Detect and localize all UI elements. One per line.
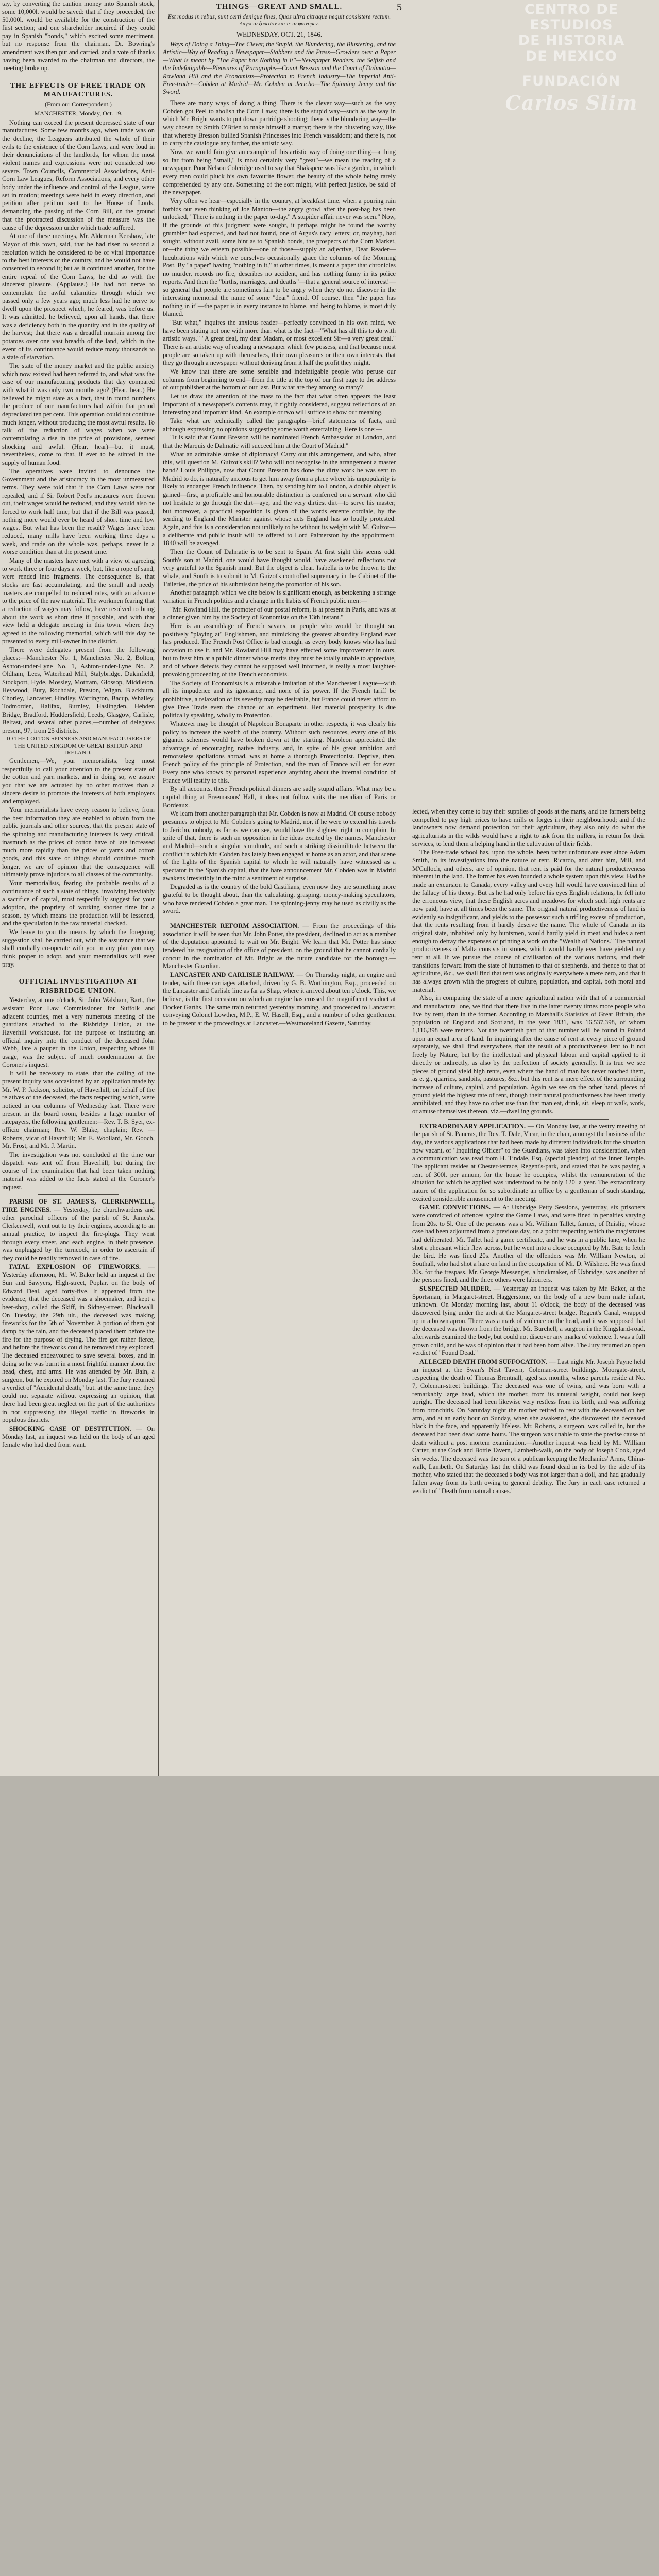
- paragraph: Your memorialists, fearing the probable results of a continuance of such a state of things, involving inevitably a sacrifice of capital, most respectfully suggest for your adoption, the propriety of working shorter time for a season, by which means the production will be lessened, and the speculation in the raw material checked.: [2, 879, 155, 927]
- paragraph: We learn from another paragraph that Mr. Cobden is now at Madrid. Of course nobody presumes to object to Mr. Cobden's going to Madrid, nor, if he were to extend his travels to Jericho, nobody, as far as we can see, would have the slightest right to complain. In spite of that, there is such an opposition in the ideas excited by the names, Manchester and Madrid—such a singular simultude, and such a striking dissimilitude between the conflict in which Mr. Cobden has lately been engaged at home as an actor, and that scene of the lights of the Spanish capital to which he will naturally have witnessed as a spectator in the Spanish capital, that the bare announcement Mr. Cobden was in Madrid awakens irresistibly in the mind a sentiment of surprise.: [163, 810, 396, 882]
- watermark-line: ESTUDIOS: [530, 17, 613, 33]
- article-body: Yesterday an inquest was taken by Mr. Baker, at the Sportsman, in Margaret-street, Haggerstone, on the body of a new born male infant, unknown. On Monday morning last, about 11 o'clock, the body of the deceased was discovered lying under the arch at the Margaret-street bridge, Regent's Canal, wrapped up in a brown apron. There was a mark of violence on the head, and it was supposed that the deceased was thrown from the bridge. Mr. Burchell, a surgeon in the Kingsland-road, afterwards examined the body, but could not discover any marks of violence. It was a full grown child, and he was of opinion that it had been born alive. The Jury returned an open verdict of "Found Dead.": [412, 1284, 645, 1357]
- right-column: [412, 808, 645, 2576]
- paragraph: At one of these meetings, Mr. Alderman Kershaw, late Mayor of this town, said, that he had risen to second a resolution which he considered to be of vital importance to the best interests of the country, and he would not have consented to second it; but as it continued another, for the entire repeal of the Corn Laws, he did so with the sincerest pleasure. (Applause.) He had not nerve to contemplate the awful calamities through which we passed only a few years ago; much less had he nerve to dwell upon the prospect which, he feared, was before us. It was admitted, he believed, upon all hands, that there was a deficiency both in the quantity and in the quality of the harvest; that there was a dreadful murrain among the potatoes over one vast breadth of the land, which in the event of its continuance would reduce many thousands to a state of starvation.: [2, 232, 155, 361]
- archive-watermark: [491, 2, 652, 114]
- watermark-line: FUNDACIÓN: [522, 73, 621, 89]
- paragraph: Very often we hear—especially in the country, at breakfast time, when a pouring rain forbids our even thinking of Joe Manton—the angry growl after the post-bag has been unlocked, "There is nothing in the paper to-day." A stupider affair never was seen." Now, if the grounds of this judgment were sought, it perhaps might be found the worthy grumbler had expected, and had not found, one of Argus's racy letters; or, mayhap, had sought, without avail, some hint as to Spanish bonds, the prospects of the Corn Market, or—the thing we esteem possible—one of those—supply an adjective, Dear Reader—lucubrations with which we ourselves occasionally grace the columns of the Morning Post. By "a paper" having "nothing in it," at other times, is meant a paper that chronicles no murder, records no fire, describes no accident, and has nothing funny in its police reports. And then the "births, marriages, and deaths"—that a general source of interest!—so general that people are sometimes fain to be angry when they do not discover in the interesting memorial the name of some "dear" friend. Of course, then "the paper has nothing in it"—the paper is in every instance to blame, and being to blame, is most duly blamed.: [163, 197, 396, 318]
- paragraph: MANCHESTER REFORM ASSOCIATION. — From the proceedings of this association it will be seen that Mr. John Potter, the president, declined to act as a member of the deputation appointed to wait on Mr. Bright. We learn that Mr. Potter has since tendered his resignation of the office of president, on the ground that he cannot cordially concur in the nomination of Mr. Bright as the future candidate for the borough.—Manchester Guardian.: [163, 922, 396, 970]
- paragraph: There were delegates present from the following places:—Manchester No. 1, Manchester No. 2, Bolton, Ashton-under-Lyne No. 1, Ashton-under-Lyne No. 2, Oldham, Lees, Waterhead Mill, Stalybridge, Dukinfield, Stockport, Hyde, Mossley, Mottram, Glossop, Middleton, Heywood, Bury, Rochdale, Preston, Wigan, Blackburn, Chorley, Lancaster, Hindley, Warrington, Bacup, Whalley, Todmorden, Halifax, Burnley, Haslingden, Hebden Bridge, Bradford, Huddersfield, Leeds, Glasgow, Carlisle, Belfast, and several other places,—number of delegates present, 97, from 25 districts.: [2, 646, 155, 735]
- article-title: FATAL EXPLOSION OF FIREWORKS.: [9, 1263, 141, 1270]
- article-title: PARISH OF ST. JAMES'S, CLERKENWELL, FIRE ENGINES.: [2, 1198, 155, 1213]
- article-title: SUSPECTED MURDER.: [419, 1284, 491, 1292]
- paragraph: The Free-trade school has, upon the whole, been rather unfortunate ever since Adam Smith, in its investigations into the nature of rent. Ricardo, and after him, Mill, and M'Culloch, and others, are of opinion, that rent is paid for the natural productiveness inherent in the land. The former has even founded a whole system upon this view. Had he made an excursion to Canada, every valley and every hill would have convinced him of the fallacy of his theory. But as he had only before his eyes English relations, he fell into the erroneous view, that these English acres and meadows for which such high rents are now paid, have at all times been the same. The original natural productiveness of land is evidently so insignificant, and yields to the possessor such a trifling excess of production, that the rents resulting from it hardly deserve the name. The whole of Canada in its original state, inhabited only by huntsmen, would hardly yield in meat and hides a rent enough to defray the expenses of printing a work on the "Wealth of Nations." The natural productiveness of Malta consists in stones, which would hardly ever have yielded any rent at all. If we pursue the course of civilisation of the various nations, and their transitions forward from the state of huntsmen to that of shepherds, and thence to that of agriculture, &c., we shall find that rent was originally everywhere a mere zero, and that it has always grown with the progress of culture, population, and capital, both moral and material.: [412, 849, 645, 993]
- memorial-heading: TO THE COTTON SPINNERS AND MANUFACTURERS OF THE UNITED KINGDOM OF GREAT BRITAIN AND IRELAND.: [5, 735, 151, 756]
- paragraph: Another paragraph which we cite below is significant enough, as betokening a strange variation in French politics and a change in the habits of French public men:—: [163, 589, 396, 604]
- article-title: SHOCKING CASE OF DESTITUTION.: [9, 1425, 131, 1433]
- paragraph: GAME CONVICTIONS. — At Uxbridge Petty Sessions, yesterday, six prisoners were convicted of offences against the Game Laws, and were fined in penalties varying from 20s. to 5l. One of the persons was a Mr. William Tallet, farmer, of Ruislip, whose case had been adjourned from a previous day, on a point respecting which the magistrates had deliberated. Mr. Tallet had a game certificate, and he was in a public lane, when he shot a pheasant which flew across, but he went into a close occupied by Mr. Bate to fetch the bird. He was fined 20s. Another of the offenders was Mr. William Newton, of Southall, who had shot a hare on land in the occupation of Mr. D. Wilshere. He was fined 30s. for the trespass. Mr. George Messenger, a brickmaker, of Uxbridge, was another of the persons fined, and the three others were labourers.: [412, 1204, 645, 1284]
- paragraph: The investigation was not concluded at the time our dispatch was sent off from Haverhill; but during the course of the examination that had been taken nothing material was added to the facts stated at the Coroner's inquest.: [2, 1150, 155, 1191]
- paragraph: PARISH OF ST. JAMES'S, CLERKENWELL, FIRE ENGINES. — Yesterday, the churchwardens and other parochial officers of the parish of St. James's, Clerkenwell, went out to try their engines, according to an annual practice, to inspect the fire-plugs. They went through every street, and each engine, in their presence, was unplugged by the turncock, in order to ascertain if they could be readily removed in case of fire.: [2, 1198, 155, 1262]
- article-title: THINGS—GREAT AND SMALL.: [216, 3, 343, 11]
- article-body: On Thursday night, an engine and tender, with three carriages attached, driven by G. B. Worthington, Esq., proceeded on the Lancaster and Carlisle line as far as Shap, where it arrived about ten o'clock. This, we believe, is the first occasion on which an engine has crossed the magnificent viaduct at Docker Garths. The same train returned yesterday morning, and proceeded to Lancaster, conveying Colonel Lowther, M.P., E. W. Hasell, Esq., and a number of other gentlemen, to be present at the proceedings at Lancaster.—Westmoreland Gazette, Saturday.: [163, 971, 396, 1027]
- paragraph: Take what are technically called the paragraphs—brief statements of facts, and although expressing no opinions suggesting some worth entertaining. Here is one:—: [163, 417, 396, 433]
- article-dateline: MANCHESTER, Monday, Oct. 19.: [34, 109, 123, 117]
- article-body: Last night Mr. Joseph Payne held an inquest at the Swan's Nest Tavern, Coleman-street buildings, Moorgate-street, respecting the death of Thomas Brentnall, aged six months, whose parents reside at No. 7, Coleman-street buildings. The deceased was one of twins, and was born with a remarkably large head, which the mother, from its unusual weight, could not keep upright. The deceased had been likewise very restless from its birth, and was suffering from bronchitis. On Saturday night the mother retired to rest with the deceased on her arm, and at an early hour on Sunday, when she awakened, she discovered the deceased black in the face, and apparently lifeless. Mr. Roberts, a surgeon, was called in, but the deceased had been dead some hours. The surgeon was unable to state the precise cause of death without a post mortem examination.—Another inquest was held by Mr. William Carter, at the Cock and Bottle Tavern, Lambeth-walk, on the body of Joseph Cook, aged six weeks. The deceased was the son of a publican keeping the Mechanics' Arms, China-walk, Lambeth. On Saturday last the child was found dead in its bed by the side of its mother, who stated that the deceased's body was not larger than a doll, and had gradually fallen away from its birth owing to general debility. The Jury in each case returned a verdict of "Death from natural causes.": [412, 1358, 645, 1495]
- article-summary: Ways of Doing a Thing—The Clever, the Stupid, the Blundering, the Blustering, and the Artistic—Way of Reading a Newspaper—Stabbers and the Press—Growlers over a Paper—What is meant by "The Paper has Nothing in it"—Newspaper Readers, the Selfish and the Indefatigable—Pleasures of Paragraphs—Count Bresson and the Court of Dalmatia—Rowland Hill and the Economists—Protection to French Industry—The Imperial Anti-Free-trader—Cobden at Madrid—Mr. Cobden at Jericho—The Spinning Jenny and the Sword.: [163, 40, 396, 96]
- paragraph: Then the Count of Dalmatie is to be sent to Spain. At first sight this seems odd. South's son at Madrid, one would have thought would, have awakened reflections not very grateful to the Spanish mind. But the object is clear. Isabella is to be thrown to the whale, and South is to submit to M. Guizot's controlled supremacy in the Cabinet of the Tuileries, the price of his submission being the promotion of his son.: [163, 548, 396, 588]
- paragraph: We know that there are some sensible and indefatigable people who peruse our columns from beginning to end—from the title at the top of our first page to the address of our publisher at the bottom of our last. But what are they among so many?: [163, 368, 396, 392]
- article-body: Yesterday afternoon, Mr. W. Baker held an inquest at the Sun and Sawyers, High-street, Poplar, on the body of Edward Deal, aged forty-five. It appeared from the evidence, that the deceased was a shoemaker, and kept a beer-shop, called the Skiff, in Sidney-street, Blackwall. On Tuesday, the 29th ult., the deceased was making fireworks for the 5th of November. A portion of them got damp by the rain, and the deceased placed them before the fire for the purpose of drying. The fire got rather fierce, and before the fireworks could be removed they exploded. The deceased endeavoured to save several boxes, and in doing so he was burnt in a most frightful manner about the head, chest, and arms. He was attended by Mr. Bain, a surgeon, but he expired on Monday last. The Jury returned a verdict of "Accidental death," but, at the same time, they could not separate without expressing an opinion, that there had been great neglect on the part of the authorities in not suppressing the illegal traffic in fireworks in populous districts.: [2, 1271, 155, 1424]
- article-title: EXTRAORDINARY APPLICATION.: [419, 1122, 526, 1130]
- paragraph: Yesterday, at one o'clock, Sir John Walsham, Bart., the assistant Poor Law Commissioner for Suffolk and adjacent counties, met a very numerous meeting of the guardians attached to the Risbridge Union, at the Haverhill workhouse, for the purpose of instituting an official inquiry into the conduct of the deceased John Webb, late a pauper in the Union, respecting whose ill usage, was the subject of much condemnation at the Coroner's inquest.: [2, 996, 155, 1069]
- paragraph: The Society of Economists is a miserable imitation of the Manchester League—with all its impudence and its ignorance, and none of its power. If the French tariff be prohibitive, a relaxation of its severity may be desirable, but France could never afford to give Free Trade even the chance of an experiment. Her material prosperity is due politically speaking, wholly to Protection.: [163, 679, 396, 719]
- paragraph: Whatever may be thought of Napoleon Bonaparte in other respects, it was clearly his policy to increase the wealth of the country. Without such resources, every one of his gigantic schemes would have broken down at the starting. Napoleon appreciated the advantage of encouraging native industry, and, in spite of his great ambition and remorseless spoliations abroad, was at home a thorough Protectionist. Deprive, then, French policy of the principle of Protection, and the man of France will err for ever. Every one who knows by personal experience anything about the internal condition of France will testify to this.: [163, 720, 396, 784]
- article-title: OFFICIAL INVESTIGATION AT RISBRIDGE UNION.: [19, 978, 138, 995]
- paragraph: LANCASTER AND CARLISLE RAILWAY. — On Thursday night, an engine and tender, with three carriages attached, driven by G. B. Worthington, Esq., proceeded on the Lancaster and Carlisle line as far as Shap, where it arrived about ten o'clock. This, we believe, is the first occasion on which an engine has crossed the magnificent viaduct at Docker Garths. The same train returned yesterday morning, and proceeded to Lancaster, conveying Colonel Lowther, M.P., E. W. Hasell, Esq., and a number of other gentlemen, to be present at the proceedings at Lancaster.—Westmoreland Gazette, Saturday.: [163, 971, 396, 1027]
- quote: "Mr. Rowland Hill, the promoter of our postal reform, is at present in Paris, and was at a dinner given him by the Society of Economists on the 13th instant.": [163, 605, 396, 621]
- main-column: [163, 0, 396, 1776]
- watermark-line: DE MEXICO: [525, 48, 618, 64]
- watermark-line: CENTRO DE: [524, 2, 619, 18]
- article-body: On Monday last, at the vestry meeting of the parish of St. Pancras, the Rev. T. Dale, Vicar, in the chair, amongst the business of the day, the various applications that had been made by different individuals for the situation now vacant, of "Inquiring Officer" to the Guardians, was taken into consideration, when a communication was read from H. Tindale, Esq. (special pleader) of the Inner Temple. The applicant resides at Chester-terrace, Regent's-park, and stated that he was paying a rent of 300l. per annum, for the house he occupies, whilst the remuneration of the situation for which he applied was understood to be only 120l a year. The extraordinary nature of the application for so subordinate an office by a gentleman of such standing, excited considerable amusement to the meeting.: [412, 1122, 645, 1202]
- paragraph: What an admirable stroke of diplomacy! Carry out this arrangement, and who, after this, will question M. Guizot's skill? Who will not recognise in the arrangement a master hand? Louis Philippe, now that Count Bresson has done the dirty work he was sent to Madrid to do, is naturally anxious to get him away from a place where his unpopularity is likely to endanger French influence. Then, by sending him to London, a double object is gained—first, a profitable and honourable distinction is conferred on a servant who did not hesitate to go through the dirt—aye, and the very dirtiest dirt—to serve his master; but moreover, a practical exposition is given of the words entente cordiale, by the sending to England the Minister against whose acts England has so loudly protested. Again, and this is a consideration not unlikely to be without its weight with M. Guizot—a deliberate and public insult will be offered to Lord Palmerston by the appointment. 1840 will be avenged.: [163, 450, 396, 547]
- article-body: From the proceedings of this association it will be seen that Mr. John Potter, the president, declined to act as a member of the deputation appointed to wait on Mr. Bright. We learn that Mr. Potter has since tendered his resignation of the office of president, on the ground that he cannot cordially concur in the nomination of Mr. Bright as the future candidate for the borough.—Manchester Guardian.: [163, 922, 396, 970]
- article-dateline: WEDNESDAY, OCT. 21, 1846.: [236, 30, 323, 38]
- article-title: GAME CONVICTIONS.: [419, 1204, 491, 1211]
- watermark-line: DE HISTORIA: [518, 32, 625, 49]
- paragraph: It will be necessary to state, that the calling of the present inquiry was occasioned by an application made by Mr. W. P. Jackson, solicitor, of Haverhill, on behalf of the relatives of the deceased, the facts respecting which, were noticed in our columns of Wednesday last. There were present in the board room, besides a large number of ratepayers, the following gentlemen:—Rev. T. B. Syer, ex-officio chairman; Rev. W. Blake, chaplain; Rev. — Roberts, vicar of Haverhill; Mr. E. Woollard, Mr. Gooch, Mr. Frost, and Mr. J. Martin.: [2, 1070, 155, 1150]
- column-rule: [158, 0, 159, 1776]
- paragraph: EXTRAORDINARY APPLICATION. — On Monday last, at the vestry meeting of the parish of St. Pancras, the Rev. T. Dale, Vicar, in the chair, amongst the business of the day, the various applications that had been made by different individuals for the situation now vacant, of "Inquiring Officer" to the Guardians, was taken into consideration, when a communication was read from H. Tindale, Esq. (special pleader) of the Inner Temple. The applicant resides at Chester-terrace, Regent's-park, and stated that he was paying a rent of 300l. per annum, for the house he occupies, whilst the remuneration of the situation for which he applied was understood to be only 120l a year. The extraordinary nature of the application for so subordinate an office by a gentleman of such standing, excited considerable amusement to the meeting.: [412, 1122, 645, 1202]
- article-title: THE EFFECTS OF FREE TRADE ON MANUFACTURES.: [10, 82, 147, 99]
- paragraph: ALLEGED DEATH FROM SUFFOCATION. — Last night Mr. Joseph Payne held an inquest at the Swan's Nest Tavern, Coleman-street buildings, Moorgate-street, respecting the death of Thomas Brentnall, aged six months, whose parents reside at No. 7, Coleman-street buildings. The deceased was one of twins, and was born with a remarkably large head, which the mother, from its unusual weight, could not keep upright. The deceased had been likewise very restless from its birth, and was suffering from bronchitis. On Saturday night the mother retired to rest with the deceased on her arm, and at an early hour on Sunday, when she awakened, she discovered the deceased black in the face, and apparently lifeless. Mr. Roberts, a surgeon, was called in, but the deceased had been dead some hours. The surgeon was unable to state the precise cause of death without a post mortem examination.—Another inquest was held by Mr. William Carter, at the Cock and Bottle Tavern, Lambeth-walk, on the body of Joseph Cook, aged six weeks. The deceased was the son of a publican keeping the Mechanics' Arms, China-walk, Lambeth. On Saturday last the child was found dead in its bed by the side of its mother, who stated that the deceased's body was not larger than a doll, and had gradually fallen away from its birth owing to general debility. The Jury in each case returned a verdict of "Death from natural causes.": [412, 1358, 645, 1495]
- continued-text: tay, by converting the caution money into Spanish stock, some 10,000l. would be saved: that if they proceeded, the 50,000l. would be available for the construction of the first section; and one shareholder inquired if they could pay in Spanish "bonds," which excited some merriment, but no response from the chairman. Dr. Bowring's amendment was then put and carried, and a vote of thanks having been awarded to the chairman and directors, the meeting broke up.: [2, 0, 155, 72]
- paragraph: FATAL EXPLOSION OF FIREWORKS. — Yesterday afternoon, Mr. W. Baker held an inquest at the Sun and Sawyers, High-street, Poplar, on the body of Edward Deal, aged forty-five. It appeared from the evidence, that the deceased was a shoemaker, and kept a beer-shop, called the Skiff, in Sidney-street, Blackwall. On Tuesday, the 29th ult., the deceased was making fireworks for the 5th of November. A portion of them got damp by the rain, and the deceased placed them before the fire for the purpose of drying. The fire got rather fierce, and before the fireworks could be removed they exploded. The deceased endeavoured to save several boxes, and in doing so he was burnt in a most frightful manner about the head, chest, and arms. He was attended by Mr. Bain, a surgeon, but he expired on Monday last. The Jury returned a verdict of "Accidental death," but, at the same time, they could not separate without expressing an opinion, that there had been great neglect on the part of the authorities in not suppressing the illegal traffic in fireworks in populous districts.: [2, 1263, 155, 1424]
- paragraph: Your memorialists have every reason to believe, from the best information they are enabled to obtain from the public journals and other sources, that the present state of the spinning and manufacturing interests is very critical, inasmuch as the prices of cotton have of late increased much more rapidly than the prices of yarns and cotton goods, and this state of things should continue much longer, we are of opinion that the consequence will ultimately prove injurious to all classes of the community.: [2, 806, 155, 878]
- paragraph: Gentlemen,—We, your memorialists, beg most respectfully to call your attention to the present state of the cotton and yarn markets, and in doing so, we assure you that we are actuated by no other motives than a sincere desire to promote the interests of both employers and employed.: [2, 757, 155, 805]
- article-title: ALLEGED DEATH FROM SUFFOCATION.: [419, 1358, 548, 1366]
- paragraph: The operatives were invited to denounce the Government and the aristocracy in the most unmeasured terms. They were told that if the Corn Laws were not repealed, and if Sir Robert Peel's measures were thrown out, their wages would be reduced, and they would also be forced to work half time; but that if the Bill was passed, nothing more would ever be heard of short time and low wages. But what has been the result? Wages have been reduced, many mills have been working three days a week, and trade on the whole was, perhaps, never in a worse condition than at the present time.: [2, 467, 155, 556]
- paragraph: "But what," inquires the anxious reader—perfectly convinced in his own mind, we have been stating not one with more than what is the fact—"What has all this to do with artistic ways." "A great deal, my dear Madam, or most excellent Sir—a very great deal." There is an artistic way of reading a newspaper which few possess, and that because most people are so taken up with themselves, their own pleasures or their own interests, that they go through a newspaper without deriving from it half the profit they might.: [163, 319, 396, 367]
- greek-motto: Λαγω τα ξουεστιν και τε τα φαινομεν.: [239, 21, 319, 27]
- paragraph: Also, in comparing the state of a mere agricultural nation with that of a commercial and manufactural one, we find that there live in the latter twenty times more people who live by rent, than in the former. According to Marshall's Statistics of Great Britain, the population of England and Scotland, in the year 1831, was 16,537,398, of whom 1,116,398 were renters. Not the twentieth part of that number will be found in Poland upon an equal area of land. In inquiring after the cause of rent at every piece of ground separately, we shall find everywhere, that the result of a productiveness lent to it not freely by Nature, but by the intellectual and physical labour and capital applied to it directly or indirectly, as also by the perfection of society generally. It is true we see pieces of ground yield high rents, even where the hand of man has never touched them, as e. g., quarries, sandpits, pastures, &c., but this rent is a mere effect of the surrounding increase of culture, capital, and population. Again we see on the other hand, pieces of ground yield the highest rate of rent, though their natural productiveness has been utterly annihilated, and they have no other use than that man eat, drink, sit, sleep or walk, work, or amuse themselves thereon, viz.—dwelling grounds.: [412, 994, 645, 1115]
- paragraph: Let us draw the attention of the mass to the fact that what often appears the least important of a newspaper's contents may, if rightly considered, suggest reflections of an interesting and important kind. An example or two will suffice to show our meaning.: [163, 393, 396, 416]
- paragraph: SHOCKING CASE OF DESTITUTION. — On Monday last, an inquest was held on the body of an aged female who had died from want.: [2, 1425, 155, 1449]
- left-column: [2, 0, 155, 1776]
- paragraph: Many of the masters have met with a view of agreeing to work three or four days a week, but, like a rope of sand, were rended into fragments. The consequence is, that stocks are fast accumulating, and the small and needy masters are compelled to reduced rates, with an advance to the price of the raw material. The workmen fearing that a reduction of wages may follow, have resolved to bring about the work as short time if possible, and with that view held a delegate meeting in this town, where they agreed to the following memorial, which will this day be presented to every mill-owner in the district.: [2, 557, 155, 645]
- quote: "It is said that Count Bresson will be nominated French Ambassador at London, and that the Marquis de Dalmatie will succeed him at the Court of Madrid.": [163, 434, 396, 450]
- article-byline: (From our Correspondent.): [45, 100, 112, 108]
- paragraph: There are many ways of doing a thing. There is the clever way—such as the way Cobden got Peel to abolish the Corn Laws; there is the stupid way—such as the way in which Mr. Bright wants to put down partridge shooting; there is the blundering way—the way chosen by Smith O'Brien to make himself a martyr; there is the blustering way, like that whereby Bresson bullied Spanish Princesses into French vassaldom; and there is, not to carry the catalogue any further, the artistic way.: [163, 99, 396, 147]
- paragraph: We leave to you the means by which the foregoing suggestion shall be carried out, with the assurance that we shall cordially co-operate with you in any plan you may think proper to adopt, and your memorialists will ever pray.: [2, 928, 155, 968]
- paragraph: Now, we would fain give an example of this artistic way of doing one thing—a thing so far from being "small," is most certainly very "great"—we mean the reading of a newspaper. Poor Nelson Coleridge used to say that Shakspere was like a garden, in which every man could pluck his own favourite flower, the beauty of the whole being rarely comprehended by any one. Something of the sort might, with perfect justice, be said of the newspaper.: [163, 148, 396, 196]
- article-title: LANCASTER AND CARLISLE RAILWAY.: [170, 971, 295, 979]
- paragraph: By all accounts, these French political dinners are sadly stupid affairs. What may be a capital thing at Freemasons' Hall, it does not follow suits the meridian of Paris or Bordeaux.: [163, 785, 396, 809]
- watermark-signature: Carlos Slim: [505, 91, 638, 115]
- page-number: 5: [397, 2, 402, 13]
- article-body: On Monday last, an inquest was held on the body of an aged female who had died from want.: [2, 1425, 155, 1449]
- divider: [448, 1119, 609, 1120]
- paragraph: Degraded as is the country of the bold Castilians, even now they are something more grateful to be thought about, than the calculating, grasping, money-making speculators, who have rendered Cobden a great man. The spinning-jenny may be used as civilly as the sword.: [163, 883, 396, 915]
- article-title: MANCHESTER REFORM ASSOCIATION.: [170, 922, 299, 930]
- paragraph: SUSPECTED MURDER. — Yesterday an inquest was taken by Mr. Baker, at the Sportsman, in Margaret-street, Haggerstone, on the body of a new born male infant, unknown. On Monday morning last, about 11 o'clock, the body of the deceased was discovered lying under the arch at the Margaret-street bridge, Regent's Canal, wrapped up in a brown apron. There was a mark of violence on the head, and it was supposed that the deceased was thrown from the bridge. Mr. Burchell, a surgeon in the Kingsland-road, afterwards examined the body, but could not discover any marks of violence. It was a full grown child, and he was of opinion that it had been born alive. The Jury returned an open verdict of "Found Dead.": [412, 1284, 645, 1357]
- paragraph: The state of the money market and the public anxiety which now existed had been referred to, and what was the case of our manufacturing products that day compared with what it was only two months ago? (Hear, hear.) He believed he might state as a fact, that in round numbers the produce of our manufactures had within that period depreciated ten per cent. This operation could not continue much longer, without producing the most awful results. To talk of the reduction of wages when we were contemplating a rise in the price of provisions, seemed shocking and awful. (Hear, hear)—but it must, nevertheless, come to that, if ever to be stinted in the supply of human food.: [2, 362, 155, 466]
- article-body: At Uxbridge Petty Sessions, yesterday, six prisoners were convicted of offences against the Game Laws, and were fined in penalties varying from 20s. to 5l. One of the persons was a Mr. William Tallet, farmer, of Ruislip, whose case had been adjourned from a previous day, on a point respecting which the magistrates had deliberated. Mr. Tallet had a game certificate, and he was in a public lane, when he shot a pheasant which flew across, but he went into a close occupied by Mr. Bate to fetch the bird. He was fined 20s. Another of the offenders was Mr. William Newton, of Southall, who had shot a hare on land in the occupation of Mr. D. Wilshere. He was fined 30s. for the trespass. Mr. George Messenger, a brickmaker, of Uxbridge, was another of the persons fined, and the three others were labourers.: [412, 1204, 645, 1284]
- article-body: Yesterday, the churchwardens and other parochial officers of the parish of St. James's, Clerkenwell, went out to try their engines, according to an annual practice, to inspect the fire-plugs. They went through every street, and each engine, in their presence, was unplugged by the turncock, in order to ascertain if they could be readily removed in case of fire.: [2, 1206, 155, 1262]
- paragraph: Here is an assemblage of French savans, or people who would be thought so, positively "playing at" Englishmen, and mimicking the greatest absurdity England ever has produced. The French Post Office is bad enough, as every body knows who has had occasion to use it, and Mr. Rowland Hill may have effected some improvement in ours, but to feast him at a public dinner whose merits they must be totally unable to appreciate, and of whose defects they cannot be supposed well informed, is really a most laughter-provoking proceeding of the French economists.: [163, 622, 396, 678]
- paragraph: lected, when they come to buy their supplies of goods at the marts, and the farmers being compelled to pay high prices to have mills or forges in their neighbourhood; and if the landowners now demand protection for their agriculture, they also only do what the agriculturists in the wilds would have a right to ask from the millers, in return for their services, to lend them a helping hand in the cultivation of their fields.: [412, 808, 645, 848]
- divider: [38, 1194, 119, 1195]
- paragraph: Nothing can exceed the present depressed state of our manufactures. Some few months ago, when trade was on the decline, the Leaguers attributed the whole of their evils to the existence of the Corn Laws, and were loud in their denunciations of the landlords, for whom the most violent names and expressions were not considered too severe. Town Councils, Commercial Associations, Anti-Corn Law Leagues, Reform Associations, and every other body under the influence and control of the League, were set in motion; meetings were held in every direction, and petition after petition sent to the House of Lords, demanding the passing of the Corn Bill, on the ground that the protracted discussion of the measure was the cause of the depression under which trade suffered.: [2, 118, 155, 231]
- latin-motto: Est modus in rebus, sunt certi denique fines, Quos ultra citraque nequit consistere rectum.: [167, 12, 391, 20]
